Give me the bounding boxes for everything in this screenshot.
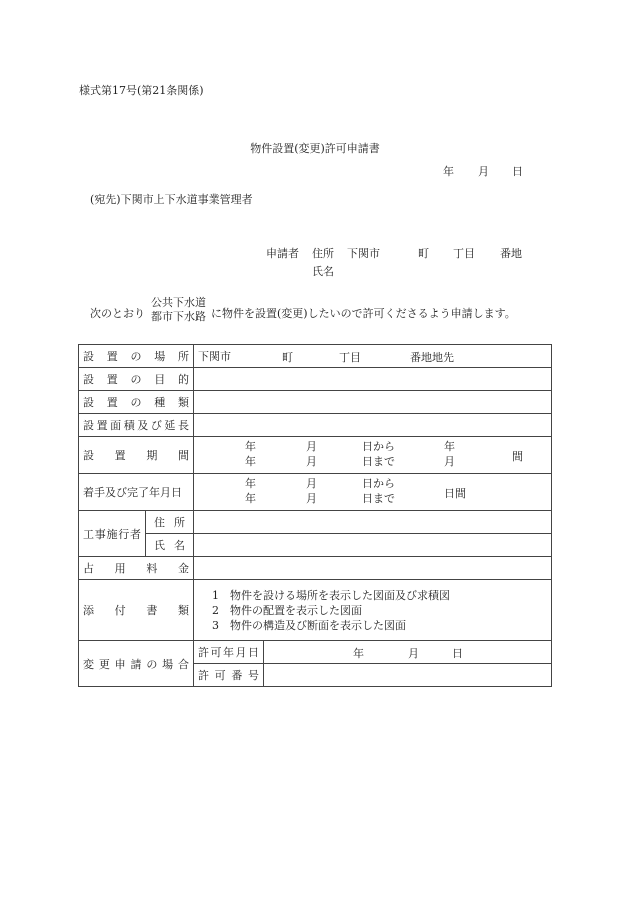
row-period: [79, 437, 552, 474]
date-day-label: 日: [512, 165, 523, 178]
row-area: [79, 414, 552, 437]
applicant-chome: 丁目: [453, 247, 475, 260]
period-end-year: 年: [245, 455, 256, 468]
applicant-banchi: 番地: [500, 247, 522, 260]
period-end-month: 月: [306, 455, 317, 468]
addressee: (宛先)下関市上下水道事業管理者: [90, 193, 253, 206]
date-year-label: 年: [443, 165, 454, 178]
period-duration-month: 月: [444, 455, 455, 468]
construction-from: 日から: [362, 477, 395, 490]
contractor-name-value[interactable]: [194, 534, 552, 557]
contractor-address-label: 住所: [146, 511, 194, 534]
applicant-name-label: 氏名: [312, 265, 334, 278]
location-value[interactable]: [194, 345, 552, 368]
attachment-item-2: 2 物件の配置を表示した図面: [212, 603, 362, 617]
location-chome: 丁目: [339, 351, 361, 364]
construction-end-year: 年: [245, 492, 256, 505]
statement-suffix: に物件を設置(変更)したいので許可くださるよう申請します。: [211, 307, 516, 320]
row-attachments: [79, 580, 552, 641]
period-start-month: 月: [306, 440, 317, 453]
attachments-label: 添付書類: [79, 580, 194, 641]
construction-days: 日間: [444, 487, 466, 500]
purpose-value[interactable]: [194, 368, 552, 391]
statement-option-public-sewer: 公共下水道: [151, 296, 206, 309]
construction-start-year: 年: [245, 477, 256, 490]
period-start-year: 年: [245, 440, 256, 453]
row-purpose: [79, 368, 552, 391]
date-month-label: 月: [478, 165, 489, 178]
permit-date-label: 許可年月日: [194, 641, 264, 664]
row-location: [79, 345, 552, 368]
permit-number-value[interactable]: [264, 664, 552, 687]
row-contractor-address: [79, 511, 552, 534]
period-duration-year: 年: [444, 440, 455, 453]
form-number: 様式第17号(第21条関係): [79, 84, 204, 97]
period-from: 日から: [362, 440, 395, 453]
period-until: 日まで: [362, 455, 395, 468]
purpose-label: 設置の目的: [79, 368, 194, 391]
area-label: 設置面積及び延長: [79, 414, 194, 437]
construction-start-month: 月: [306, 477, 317, 490]
row-contractor-name: [79, 534, 552, 557]
period-value[interactable]: [194, 437, 552, 474]
attachment-item-1: 1 物件を設ける場所を表示した図面及び求積図: [212, 588, 450, 602]
applicant-town: 町: [418, 247, 429, 260]
permit-month: 月: [408, 647, 419, 660]
location-city: 下関市: [198, 350, 231, 363]
applicant-city: 下関市: [347, 247, 380, 260]
row-kind: [79, 391, 552, 414]
permit-day: 日: [452, 647, 463, 660]
row-construction: [79, 474, 552, 511]
contractor-address-value[interactable]: [194, 511, 552, 534]
row-fee: [79, 557, 552, 580]
attachment-item-3: 3 物件の構造及び断面を表示した図面: [212, 618, 406, 632]
period-duration-suffix: 間: [512, 450, 523, 463]
kind-value[interactable]: [194, 391, 552, 414]
fee-value[interactable]: [194, 557, 552, 580]
form-title: 物件設置(変更)許可申請書: [250, 142, 380, 155]
row-change-date: [79, 641, 552, 664]
construction-value[interactable]: [194, 474, 552, 511]
applicant-role: 申請者: [266, 247, 299, 260]
permit-number-label: 許可番号: [194, 664, 264, 687]
permit-date-value[interactable]: [264, 641, 552, 664]
statement-option-city-drain: 都市下水路: [151, 310, 206, 323]
contractor-name-label: 氏名: [146, 534, 194, 557]
location-town: 町: [282, 351, 293, 364]
contractor-label: 工事施行者: [79, 511, 146, 557]
construction-until: 日まで: [362, 492, 395, 505]
location-banchi: 番地地先: [410, 351, 454, 364]
construction-end-month: 月: [306, 492, 317, 505]
statement-prefix: 次のとおり: [90, 307, 145, 320]
change-label: 変更申請の場合: [79, 641, 194, 687]
permit-year: 年: [353, 647, 364, 660]
period-label: 設置期間: [79, 437, 194, 474]
application-table: [78, 344, 552, 687]
attachments-list: [194, 580, 552, 641]
construction-label: 着手及び完了年月日: [79, 474, 194, 511]
applicant-address-label: 住所: [312, 247, 334, 260]
kind-label: 設置の種類: [79, 391, 194, 414]
area-value[interactable]: [194, 414, 552, 437]
fee-label: 占用料金: [79, 557, 194, 580]
location-label: 設置の場所: [79, 345, 194, 368]
